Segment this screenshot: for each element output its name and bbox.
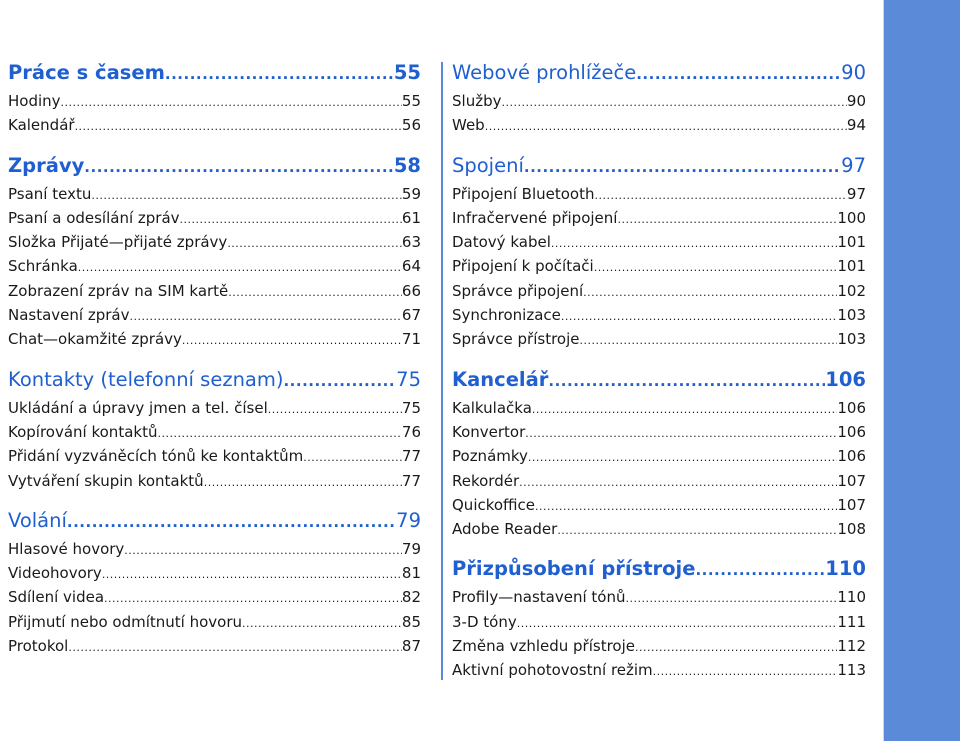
toc-title: Vytváření skupin kontaktů <box>8 471 204 490</box>
toc-entry-zobrazeni-zprav-na-sim-karte[interactable] <box>8 279 421 303</box>
toc-entry-aktivni-pohotovostni-rezim[interactable] <box>452 658 866 682</box>
toc-entry-prijmuti-nebo-odmitnuti-hovoru[interactable] <box>8 610 421 634</box>
toc-entry-konvertor[interactable] <box>452 420 866 444</box>
toc-title: Schránka <box>8 257 78 276</box>
dot-leader <box>182 329 402 353</box>
page-number: 97 <box>846 184 866 203</box>
toc-title: Profily—nastavení tónů <box>452 588 626 607</box>
toc-title: Kalkulačka <box>452 398 532 417</box>
dot-leader <box>528 446 837 470</box>
toc-title: Aktivní pohotovostní režim <box>452 661 653 680</box>
dot-leader <box>227 232 402 256</box>
page-number: 55 <box>393 61 421 84</box>
dot-leader <box>61 91 402 115</box>
page-number: 64 <box>401 257 421 276</box>
page-number: 100 <box>837 208 866 227</box>
toc-entry-kopirovani-kontaktu[interactable] <box>8 420 421 444</box>
dot-leader <box>617 208 837 232</box>
dot-leader <box>695 554 825 586</box>
toc-section-kontakty-telefonni-seznam[interactable] <box>8 364 421 396</box>
toc-entry-slozka-prijate-prijate-zpravy[interactable] <box>8 230 421 254</box>
dot-leader <box>524 151 841 183</box>
toc-entry-psani-a-odesilani-zprav[interactable] <box>8 206 421 230</box>
toc-entry-hlasove-hovory[interactable] <box>8 537 421 561</box>
toc-entry-pripojeni-bluetooth[interactable] <box>452 182 866 206</box>
dot-leader <box>501 91 846 115</box>
dot-leader <box>594 256 838 280</box>
dot-leader <box>535 495 837 519</box>
page-number: 82 <box>401 588 421 607</box>
dot-leader <box>583 281 837 305</box>
page-number: 75 <box>396 367 421 391</box>
toc-title: Správce připojení <box>452 281 584 300</box>
toc-entry-synchronizace[interactable] <box>452 303 866 327</box>
toc-entry-infracervene-pripojeni[interactable] <box>452 206 866 230</box>
dot-leader <box>303 446 402 470</box>
toc-title: Psaní a odesílání zpráv <box>8 208 180 227</box>
side-color-stripe <box>883 0 960 741</box>
page-number: 113 <box>837 661 866 680</box>
toc-title: Práce s časem <box>8 61 165 84</box>
page-number: 107 <box>837 471 866 490</box>
page-number: 55 <box>401 92 421 110</box>
toc-section-spojeni[interactable] <box>452 150 866 182</box>
page-number: 90 <box>841 61 866 84</box>
dot-leader <box>268 398 402 422</box>
toc-title: Rekordér <box>452 471 520 490</box>
dot-leader <box>653 660 838 684</box>
toc-title: Psaní textu <box>8 184 92 203</box>
dot-leader <box>75 115 402 139</box>
toc-entry-profily-nastaveni-tonu[interactable] <box>452 585 866 609</box>
toc-section-webove-prohlizece[interactable] <box>452 57 866 89</box>
page-number: 76 <box>401 422 421 441</box>
toc-entry-nastaveni-zprav[interactable] <box>8 303 421 327</box>
toc-title: Adobe Reader <box>452 520 558 539</box>
toc-title: Přidání vyzváněcích tónů ke kontaktům <box>8 447 304 466</box>
dot-leader <box>104 587 402 611</box>
page-number: 106 <box>837 398 866 417</box>
dot-leader <box>561 305 837 329</box>
toc-right-column <box>452 57 866 683</box>
toc-entry-rekorder[interactable] <box>452 469 866 493</box>
dot-leader <box>102 563 402 587</box>
toc-title: Zprávy <box>8 153 85 177</box>
toc-entry-adobe-reader[interactable] <box>452 517 866 541</box>
dot-leader <box>551 232 838 256</box>
toc-title: 3-D tóny <box>452 612 517 631</box>
page-number: 77 <box>401 471 421 490</box>
toc-title: Videohovory <box>8 564 102 583</box>
toc-section-prizpusobeni-pristroje[interactable] <box>452 553 866 585</box>
toc-title: Přizpůsobení přístroje <box>452 557 696 581</box>
dot-leader <box>180 208 402 232</box>
dot-leader <box>91 184 402 208</box>
dot-leader <box>228 281 402 305</box>
page-number: 106 <box>837 447 866 466</box>
toc-entry-spravce-pripojeni[interactable] <box>452 279 866 303</box>
dot-leader <box>124 539 402 563</box>
toc-entry-chat-okamzite-zpravy[interactable] <box>8 327 421 351</box>
toc-entry-schranka[interactable] <box>8 254 421 278</box>
toc-title: Správce přístroje <box>452 330 580 349</box>
page-number: 87 <box>401 637 421 656</box>
toc-title: Kopírování kontaktů <box>8 422 158 441</box>
page-number: 111 <box>837 612 866 631</box>
page-number: 101 <box>837 257 866 276</box>
page-number: 90 <box>846 92 866 110</box>
page-number: 61 <box>401 208 421 227</box>
toc-entry-poznamky[interactable] <box>452 444 866 468</box>
toc-title: Poznámky <box>452 447 528 466</box>
toc-entry-sdileni-videa[interactable] <box>8 585 421 609</box>
page-number: 81 <box>401 564 421 583</box>
toc-title: Ukládání a úpravy jmen a tel. čísel <box>8 398 268 417</box>
toc-entry-web[interactable] <box>452 113 866 137</box>
dot-leader <box>525 422 837 446</box>
page-number: 85 <box>401 612 421 631</box>
page-number: 103 <box>837 330 866 349</box>
toc-entry-vytvareni-skupin-kontaktu[interactable] <box>8 469 421 493</box>
dot-leader <box>519 471 837 495</box>
toc-title: Konvertor <box>452 422 526 441</box>
toc-entry-psani-textu[interactable] <box>8 182 421 206</box>
page-number: 66 <box>401 281 421 300</box>
dot-leader <box>485 115 847 139</box>
toc-entry-ukladani-a-upravy-jmen-a-tel-cisel[interactable] <box>8 396 421 420</box>
dot-leader <box>204 471 402 495</box>
column-divider <box>441 62 443 680</box>
dot-leader <box>67 506 396 538</box>
toc-entry-quickoffice[interactable] <box>452 493 866 517</box>
toc-left-column <box>8 57 421 658</box>
dot-leader <box>557 519 837 543</box>
toc-entry-protokol[interactable] <box>8 634 421 658</box>
dot-leader <box>78 256 402 280</box>
page-number: 110 <box>825 557 866 581</box>
toc-title: Hodiny <box>8 92 61 110</box>
toc-title: Zobrazení zpráv na SIM kartě <box>8 281 229 300</box>
toc-title: Volání <box>8 508 67 532</box>
dot-leader <box>594 184 846 208</box>
toc-title: Připojení k počítači <box>452 257 594 276</box>
page-number: 71 <box>401 330 421 349</box>
toc-title: Quickoffice <box>452 495 536 514</box>
page-number: 59 <box>401 184 421 203</box>
page-number: 110 <box>837 588 866 607</box>
page-number: 75 <box>401 398 421 417</box>
dot-leader <box>636 58 841 90</box>
page-number: 63 <box>401 233 421 252</box>
toc-title: Infračervené připojení <box>452 208 618 227</box>
dot-leader <box>626 587 838 611</box>
dot-leader <box>165 58 394 90</box>
page-number: 56 <box>401 116 421 135</box>
page-number: 108 <box>837 520 866 539</box>
toc-title: Protokol <box>8 637 69 656</box>
toc-entry-pridani-vyzvanecich-tonu-ke-kontaktum[interactable] <box>8 444 421 468</box>
toc-entry-zmena-vzhledu-pristroje[interactable] <box>452 634 866 658</box>
dot-leader <box>242 612 402 636</box>
toc-section-kancelar[interactable] <box>452 364 866 396</box>
page-number: 103 <box>837 306 866 325</box>
toc-section-volani[interactable] <box>8 505 421 537</box>
page-number: 106 <box>837 422 866 441</box>
page-number: 77 <box>401 447 421 466</box>
dot-leader <box>84 151 394 183</box>
toc-title: Webové prohlížeče <box>452 61 637 84</box>
page-number: 107 <box>837 495 866 514</box>
toc-title: Kontakty (telefonní seznam) <box>8 367 284 391</box>
toc-title: Složka Přijaté—přijaté zprávy <box>8 233 228 252</box>
page-number: 79 <box>396 508 421 532</box>
toc-title: Změna vzhledu přístroje <box>452 637 635 656</box>
dot-leader <box>68 636 402 660</box>
page-number: 58 <box>393 153 421 177</box>
toc-title: Připojení Bluetooth <box>452 184 595 203</box>
dot-leader <box>532 398 837 422</box>
page-number: 79 <box>401 539 421 558</box>
toc-title: Hlasové hovory <box>8 539 125 558</box>
toc-entry-datovy-kabel[interactable] <box>452 230 866 254</box>
page-number: 67 <box>401 306 421 325</box>
page-number: 97 <box>841 153 866 177</box>
toc-entry-hodiny[interactable] <box>8 89 421 113</box>
toc-section-prace-s-casem[interactable] <box>8 57 421 89</box>
toc-title: Přijmutí nebo odmítnutí hovoru <box>8 612 243 631</box>
toc-entry-videohovory[interactable] <box>8 561 421 585</box>
toc-entry-kalendar[interactable] <box>8 113 421 137</box>
dot-leader <box>129 305 401 329</box>
toc-title: Chat—okamžité zprávy <box>8 330 182 349</box>
toc-title: Spojení <box>452 153 524 177</box>
toc-title: Služby <box>452 92 502 110</box>
page-number: 112 <box>837 637 866 656</box>
toc-title: Nastavení zpráv <box>8 306 130 325</box>
toc-title: Web <box>452 116 485 135</box>
toc-title: Kancelář <box>452 367 549 391</box>
toc-entry-pripojeni-k-pocitaci[interactable] <box>452 254 866 278</box>
dot-leader <box>580 329 838 353</box>
page-number: 94 <box>846 116 866 135</box>
page-number: 102 <box>837 281 866 300</box>
dot-leader <box>283 365 396 397</box>
dot-leader <box>157 422 401 446</box>
toc-title: Synchronizace <box>452 306 561 325</box>
page-number: 101 <box>837 233 866 252</box>
dot-leader <box>635 636 837 660</box>
page-number: 106 <box>825 367 866 391</box>
toc-section-zpravy[interactable] <box>8 150 421 182</box>
toc-entry-3-d-tony[interactable] <box>452 610 866 634</box>
toc-title: Kalendář <box>8 116 75 135</box>
dot-leader <box>548 365 825 397</box>
toc-entry-kalkulacka[interactable] <box>452 396 866 420</box>
toc-title: Sdílení videa <box>8 588 105 607</box>
toc-entry-spravce-pristroje[interactable] <box>452 327 866 351</box>
toc-title: Datový kabel <box>452 233 551 252</box>
toc-entry-sluzby[interactable] <box>452 89 866 113</box>
dot-leader <box>517 612 838 636</box>
